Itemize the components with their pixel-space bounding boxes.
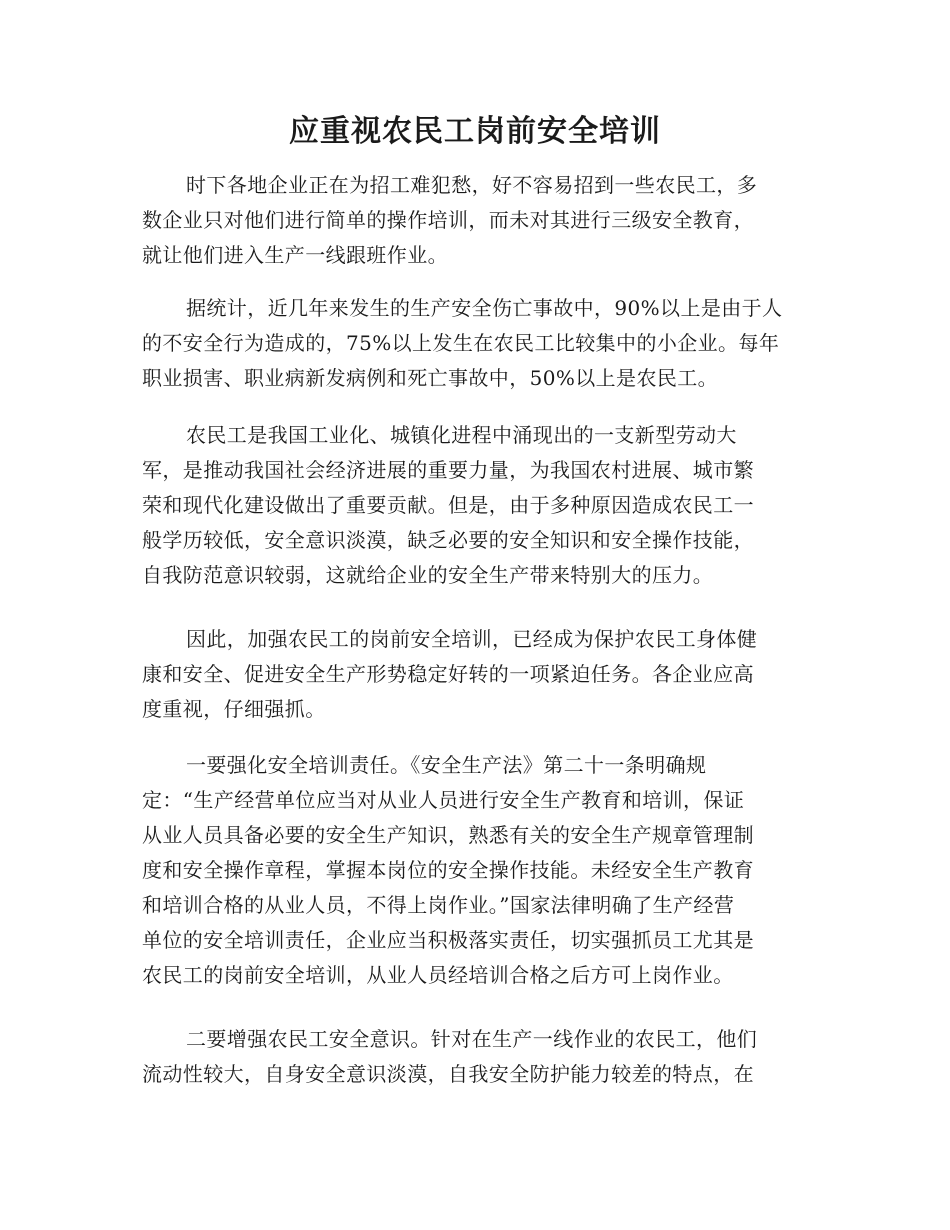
text-line: 时下各地企业正在为招工难犯愁，好不容易招到一些农民工，多 <box>186 173 758 197</box>
paragraph-3 <box>142 418 812 593</box>
text-line: 据统计，近几年来发生的生产安全伤亡事故中，90%以上是由于人 <box>186 296 783 320</box>
text-line: 度和安全操作章程，掌握本岗位的安全操作技能。未经安全生产教育 <box>142 858 754 882</box>
text-line: 荣和现代化建设做出了重要贡献。但是，由于多种原因造成农民工一 <box>142 493 754 517</box>
text-line: 度重视，仔细强抓。 <box>142 697 326 721</box>
text-line: 般学历较低，安全意识淡漠，缺乏必要的安全知识和安全操作技能， <box>142 528 754 552</box>
text-line: 的不安全行为造成的，75%以上发生在农民工比较集中的小企业。每年 <box>142 331 780 355</box>
text-line: 职业损害、职业病新发病例和死亡事故中，50%以上是农民工。 <box>142 366 719 390</box>
text-line: 康和安全、促进安全生产形势稳定好转的一项紧迫任务。各企业应高 <box>142 662 754 686</box>
text-line: 就让他们进入生产一线跟班作业。 <box>142 243 448 267</box>
text-line: 农民工的岗前安全培训，从业人员经培训合格之后方可上岗作业。 <box>142 963 734 987</box>
paragraph-1 <box>142 168 812 273</box>
paragraph-2 <box>142 291 812 396</box>
document-title: 应重视农民工岗前安全培训 <box>289 114 661 149</box>
text-line: 数企业只对他们进行简单的操作培训，而未对其进行三级安全教育， <box>142 208 754 232</box>
text-line: 一要强化安全培训责任。《安全生产法》第二十一条明确规 <box>186 753 707 777</box>
text-line: 因此，加强农民工的岗前安全培训，已经成为保护农民工身体健 <box>186 627 758 651</box>
paragraph-6 <box>142 1022 812 1092</box>
text-line: 定：“生产经营单位应当对从业人员进行安全生产教育和培训，保证 <box>142 788 745 812</box>
text-line: 流动性较大，自身安全意识淡漠，自我安全防护能力较差的特点，在 <box>142 1062 754 1086</box>
text-line: 从业人员具备必要的安全生产知识，熟悉有关的安全生产规章管理制 <box>142 823 754 847</box>
text-line: 二要增强农民工安全意识。针对在生产一线作业的农民工，他们 <box>186 1027 758 1051</box>
text-line: 自我防范意识较弱，这就给企业的安全生产带来特别大的压力。 <box>142 563 714 587</box>
text-line: 农民工是我国工业化、城镇化进程中涌现出的一支新型劳动大 <box>186 423 737 447</box>
text-line: 单位的安全培训责任，企业应当积极落实责任，切实强抓员工尤其是 <box>142 928 754 952</box>
text-line: 军，是推动我国社会经济进展的重要力量，为我国农村进展、城市繁 <box>142 458 754 482</box>
paragraph-4 <box>142 622 812 727</box>
paragraph-5 <box>142 748 812 993</box>
text-line: 和培训合格的从业人员，不得上岗作业。”国家法律明确了生产经营 <box>142 893 735 917</box>
